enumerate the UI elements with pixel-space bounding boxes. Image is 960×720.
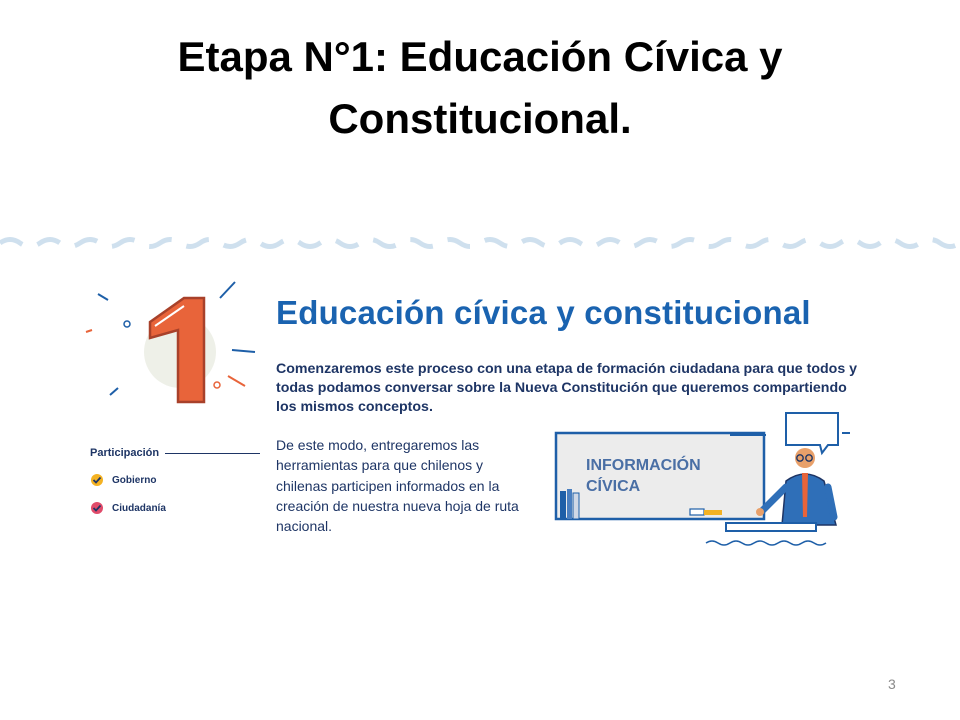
ray — [110, 388, 118, 395]
participant-ciudadania — [90, 501, 260, 515]
intro-text-part2: ciudadana para que todos y todas podamos conversar sobre la Nueva Constitución que queremos compartiendo los mismos conceptos. — [276, 361, 858, 415]
board — [556, 433, 764, 519]
eraser-icon — [690, 509, 704, 515]
chalk-icon — [704, 510, 722, 515]
slide-title — [0, 26, 960, 150]
ray-dot — [124, 321, 130, 327]
wavy-divider — [0, 232, 960, 254]
ray — [86, 330, 92, 332]
intro-text-part1: Comenzaremos este proceso con una etapa de formación — [276, 361, 670, 377]
slide-title-line1: Etapa N°1: Educación Cívica y — [177, 33, 783, 80]
detail-paragraph: De este modo, entregaremos las herramientas para que chilenos y chilenas participen informados en la creación de nuestra nueva hoja de ruta nacional. — [276, 437, 519, 535]
book-icon — [573, 493, 579, 519]
ray — [232, 350, 255, 352]
board-label-line2: CÍVICA — [586, 478, 641, 495]
participation-panel — [90, 447, 260, 515]
participation-rule — [165, 453, 260, 454]
tie — [802, 473, 808, 517]
stage-number-graphic — [80, 270, 270, 420]
ray-dot — [214, 382, 220, 388]
page-number: 3 — [888, 676, 896, 692]
speech-bubble-icon — [786, 413, 838, 453]
ray — [228, 376, 245, 386]
board-label-line1: INFORMACIÓN — [586, 457, 701, 474]
participant-label: Ciudadanía — [112, 502, 166, 514]
book-icon — [560, 491, 566, 519]
section-heading: Educación cívica y constitucional — [276, 294, 811, 331]
participation-label: Participación — [90, 447, 160, 459]
ray — [98, 294, 108, 300]
participant-gobierno — [90, 473, 260, 487]
check-icon — [90, 501, 104, 515]
civic-information-illustration — [550, 405, 865, 555]
ray — [220, 282, 235, 298]
book-icon — [567, 489, 572, 519]
slide-title-line2: Constitucional. — [328, 95, 632, 142]
check-icon — [90, 473, 104, 487]
desk — [726, 523, 816, 531]
floor-wave — [706, 541, 826, 545]
participant-label: Gobierno — [112, 474, 157, 486]
